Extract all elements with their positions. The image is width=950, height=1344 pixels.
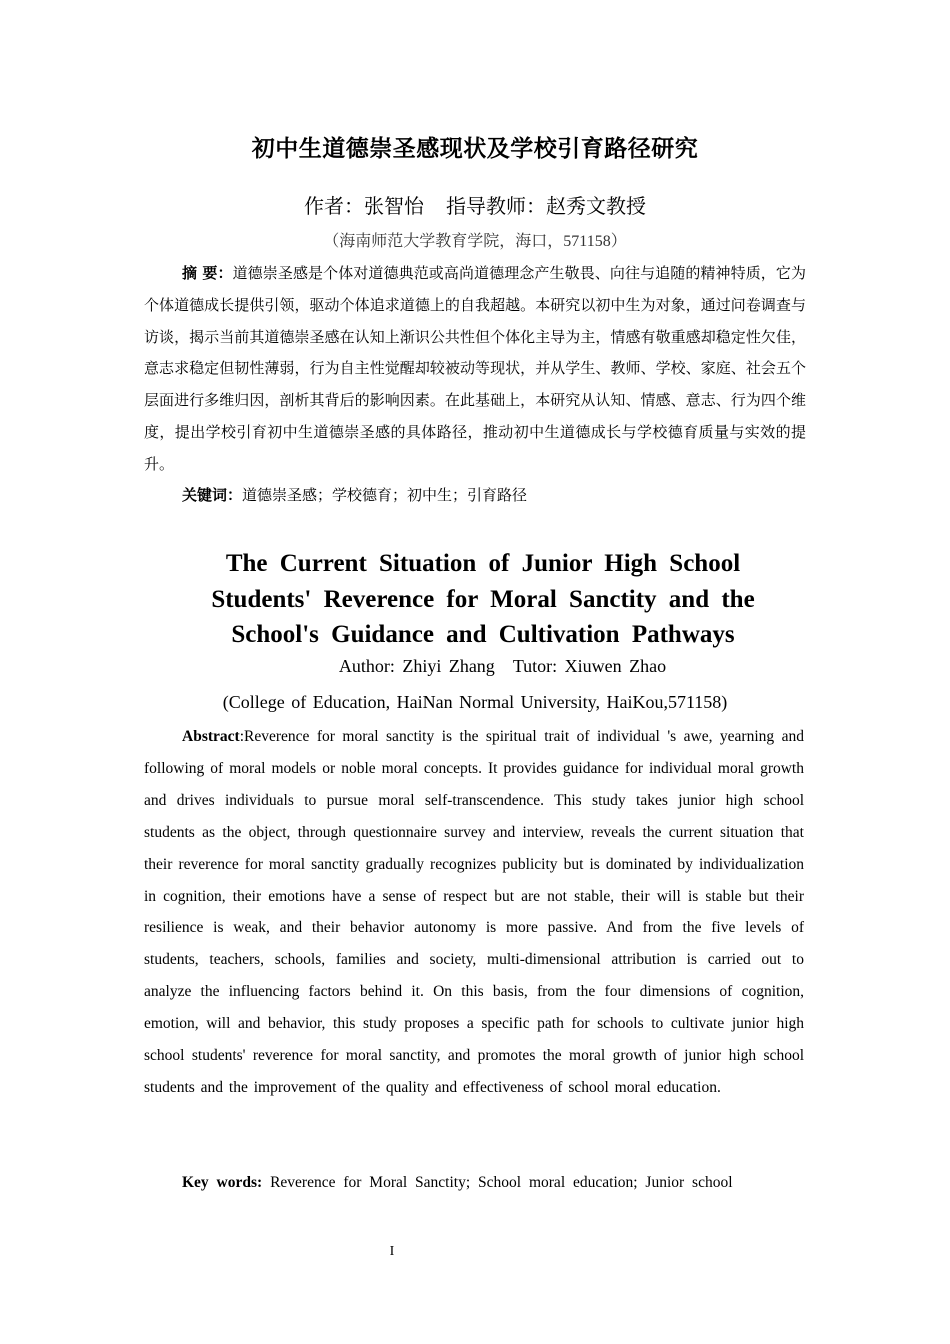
english-keywords-text: Reverence for Moral Sanctity; School moral education; Junior school xyxy=(270,1174,733,1191)
english-title: The Current Situation of Junior High School Students' Reverence for Moral Sanctity and the School's Guidance and Cultivation Pathways xyxy=(211,550,755,648)
english-abstract xyxy=(144,721,804,1104)
chinese-abstract xyxy=(144,258,806,481)
english-keywords-label: Key words: xyxy=(182,1174,263,1191)
chinese-title: 初中生道德崇圣感现状及学校引育路径研究 xyxy=(251,136,699,162)
english-author: Author: Zhiyi Zhang xyxy=(338,656,495,676)
chinese-keywords xyxy=(182,482,802,508)
english-author-line xyxy=(0,656,950,677)
chinese-abstract-text: 道德崇圣感是个体对道德典范或高尚道德理念产生敬畏、向往与追随的精神特质，它为个体道德成长提供引领，驱动个体追求道德上的自我超越。本研究以初中生为对象，通过问卷调查与访谈，揭示当前其道德崇圣感在认知上渐识公共性但个体化主导为主，情感有敬重感却稳定性欠佳，意志求稳定但韧性薄弱，行为自主性觉醒却较被动等现状，并从学生、教师、学校、家庭、社会五个层面进行多维归因，剖析其背后的影响因素。在此基础上，本研究从认知、情感、意志、行为四个维度，提出学校引育初中生道德崇圣感的具体路径，推动初中生道德成长与学校德育质量与实效的提升。 xyxy=(144,264,806,473)
chinese-author: 作者：张智怡 xyxy=(304,194,424,218)
chinese-keywords-text: 道德崇圣感；学校德育；初中生；引育路径 xyxy=(242,486,528,504)
chinese-abstract-label: 摘 要： xyxy=(182,264,233,282)
chinese-affiliation: （海南师范大学教育学院，海口，571158） xyxy=(323,233,627,250)
english-keywords xyxy=(182,1170,802,1196)
page-number: I xyxy=(389,1244,395,1259)
chinese-author-line xyxy=(0,190,950,219)
english-abstract-label: Abstract xyxy=(182,728,240,745)
english-abstract-text: :Reverence for moral sanctity is the spiritual trait of individual 's awe, yearning and following of moral models or noble moral concepts. It provides guidance for individual moral growth and drives individuals to pursue moral self-transcendence. This study takes junior high school students as the object, through questionnaire survey and interview, reveals the current situation that their reverence for moral sanctity gradually recognizes publicity but is dominated by individualization in cognition, their emotions have a sense of respect but are not stable, their will is stable but their resilience is weak, and their behavior autonomy is more passive. And from the five levels of students, teachers, schools, families and society, multi-dimensional attribution is carried out to analyze the influencing factors behind it. On this basis, from the four dimensions of cognition, emotion, will and behavior, this study proposes a specific path for schools to cultivate junior high school students' reverence for moral sanctity, and promotes the moral growth of junior high school students and the improvement of the quality and effectiveness of school moral education. xyxy=(144,728,804,1096)
chinese-keywords-label: 关键词： xyxy=(182,486,243,504)
chinese-advisor: 指导教师：赵秀文教授 xyxy=(446,194,646,218)
english-tutor: Tutor: Xiuwen Zhao xyxy=(512,656,667,676)
english-affiliation: (College of Education, HaiNan Normal University, HaiKou,571158) xyxy=(222,692,728,712)
